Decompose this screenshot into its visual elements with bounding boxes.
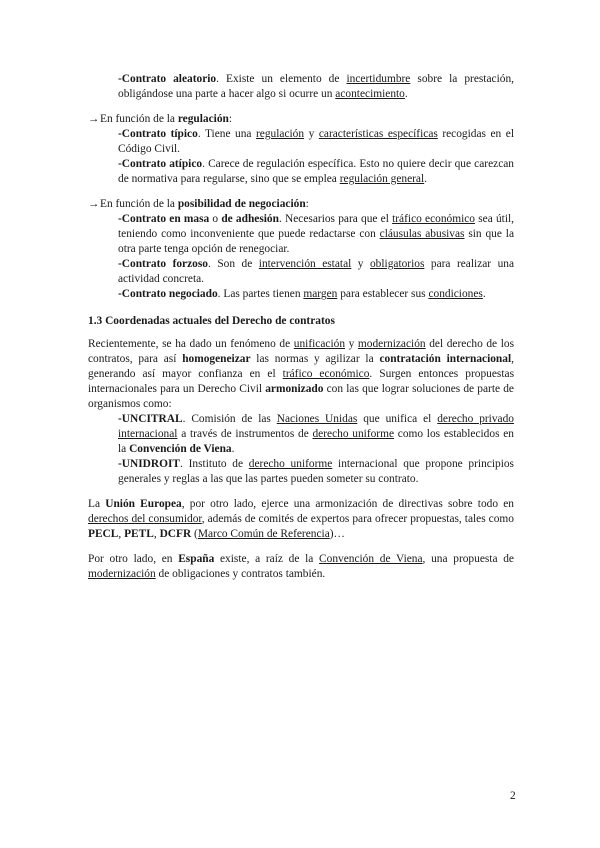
text-span: que unifica el	[357, 413, 438, 425]
text-span: para realizar una actividad concreta.	[118, 258, 515, 285]
text-span: a través de instrumentos de	[177, 428, 313, 440]
text-span: sea útil, teniendo como inconveniente que puede redactarse con	[118, 213, 514, 240]
paragraph	[88, 112, 514, 127]
bold-term: -UNIDROIT	[118, 458, 181, 470]
text-span: y	[351, 258, 370, 270]
text-span: Por otro lado, en	[88, 553, 179, 565]
arrow-icon: →	[88, 113, 100, 125]
paragraph	[88, 127, 514, 157]
bold-term: -Contrato negociado	[118, 288, 218, 300]
underlined-term: regulación general	[339, 173, 425, 185]
paragraph	[88, 337, 514, 412]
underlined-term: condiciones	[428, 288, 483, 300]
underlined-term: regulación	[256, 128, 305, 140]
text-span: para establecer sus	[337, 288, 429, 300]
text-span: En función de la	[100, 198, 178, 210]
text-span: como los establecidos en la	[118, 428, 514, 455]
underlined-term: unificación	[293, 338, 346, 350]
bold-term: -Contrato forzoso	[118, 258, 208, 270]
paragraph	[88, 287, 514, 302]
bold-term: armonizado	[265, 383, 324, 395]
text-span: ,	[118, 528, 125, 540]
text-span: . Existe un elemento de	[216, 73, 347, 85]
underlined-term: Naciones Unidas	[276, 413, 358, 425]
underlined-term: acontecimiento	[335, 88, 405, 100]
text-span: . Son de	[208, 258, 259, 270]
text-span: 1.3 Coordenadas actuales del Derecho de contratos	[88, 315, 335, 327]
paragraph	[88, 457, 514, 487]
underlined-term: obligatorios	[369, 258, 425, 270]
bold-term: -UNCITRAL	[118, 413, 183, 425]
text-span: .	[231, 443, 235, 455]
bold-term: -Contrato atípico	[118, 158, 203, 170]
text-span: sobre la prestación, obligándose una parte a hacer algo si ocurre un	[118, 73, 514, 100]
text-span: .	[424, 173, 428, 185]
document-page	[88, 72, 514, 582]
bold-term: -Contrato típico	[118, 128, 198, 140]
text-span: . Las partes tienen	[217, 288, 304, 300]
text-span: En función de la	[100, 113, 178, 125]
underlined-term: Convención de Viena	[319, 553, 423, 565]
paragraph	[88, 157, 514, 187]
underlined-term: derecho privado internacional	[118, 413, 514, 440]
text-span: con las que lograr soluciones de parte de organismos como:	[88, 383, 514, 410]
underlined-term: características específicas	[318, 128, 438, 140]
paragraph	[88, 412, 514, 457]
bold-term: -Contrato en masa	[118, 213, 210, 225]
text-span: recogidas en el Código Civil.	[118, 128, 514, 155]
text-span: sin que la otra parte tenga opción de renegociar.	[118, 228, 514, 255]
text-span: . Carece de regulación específica. Esto no quiere decir que carezcan de normativa para regularse, sino que se emplea	[118, 158, 514, 185]
bold-term: regulación	[177, 113, 229, 125]
underlined-term: derecho uniforme	[312, 428, 395, 440]
text-span: las normas y agilizar la	[250, 353, 380, 365]
text-span: . Surgen entonces propuestas internacionales para un Derecho Civil	[88, 368, 514, 395]
bold-term: contratación internacional	[379, 353, 512, 365]
section-heading	[88, 314, 514, 329]
text-span: , una propuesta de	[422, 553, 514, 565]
text-span: La	[88, 498, 106, 510]
underlined-term: margen	[303, 288, 338, 300]
underlined-term: intervención estatal	[258, 258, 352, 270]
bold-term: -Contrato aleatorio	[118, 73, 217, 85]
text-span: , generando así mayor confianza en el	[88, 353, 514, 380]
text-span: .	[482, 288, 486, 300]
underlined-term: Marco Común de Referencia	[197, 528, 330, 540]
text-span: :	[305, 198, 309, 210]
bold-term: España	[178, 553, 215, 565]
paragraph	[88, 257, 514, 287]
text-span: )…	[329, 528, 345, 540]
bold-term: DCFR	[159, 528, 192, 540]
underlined-term: derecho uniforme	[248, 458, 333, 470]
underlined-term: derechos del consumidor	[88, 513, 202, 525]
bold-term: de adhesión	[221, 213, 279, 225]
underlined-term: tráfico económico	[282, 368, 370, 380]
text-span: . Tiene una	[197, 128, 256, 140]
paragraph	[88, 497, 514, 542]
text-span: , por otro lado, ejerce una armonización de directivas sobre todo en	[181, 498, 514, 510]
text-span: :	[228, 113, 233, 125]
arrow-icon: →	[88, 198, 100, 210]
text-span: . Necesarios para que el	[278, 213, 393, 225]
bold-term: Unión Europea	[105, 498, 182, 510]
text-span: internacional que propone principios generales y reglas a las que las partes pueden someter su contrato.	[118, 458, 514, 485]
paragraph	[88, 72, 514, 102]
bold-term: PETL	[124, 528, 154, 540]
paragraph	[88, 552, 514, 582]
text-span: o	[209, 213, 222, 225]
underlined-term: modernización	[357, 338, 426, 350]
bold-term: homogeneizar	[182, 353, 251, 365]
text-span: , además de comités de expertos para ofrecer propuestas, tales como	[201, 513, 514, 525]
bold-term: posibilidad de negociación	[177, 198, 306, 210]
text-span: y	[345, 338, 358, 350]
text-span: del derecho de los contratos, para así	[88, 338, 515, 365]
paragraph	[88, 197, 514, 212]
underlined-term: modernización	[88, 568, 156, 580]
text-span: existe, a raíz de la	[214, 553, 320, 565]
underlined-term: cláusulas abusivas	[379, 228, 465, 240]
paragraph	[88, 212, 514, 257]
text-span: . Instituto de	[180, 458, 249, 470]
text-span: y	[304, 128, 319, 140]
underlined-term: incertidumbre	[346, 73, 411, 85]
bold-term: PECL	[88, 528, 119, 540]
text-span: de obligaciones y contratos también.	[155, 568, 326, 580]
text-span: .	[404, 88, 408, 100]
text-span: (	[191, 528, 198, 540]
text-span: . Comisión de las	[182, 413, 277, 425]
page-number: 2	[510, 790, 516, 802]
bold-term: Convención de Viena	[129, 443, 232, 455]
text-span: ,	[153, 528, 160, 540]
text-span: Recientemente, se ha dado un fenómeno de	[88, 338, 294, 350]
underlined-term: tráfico económico	[392, 213, 475, 225]
